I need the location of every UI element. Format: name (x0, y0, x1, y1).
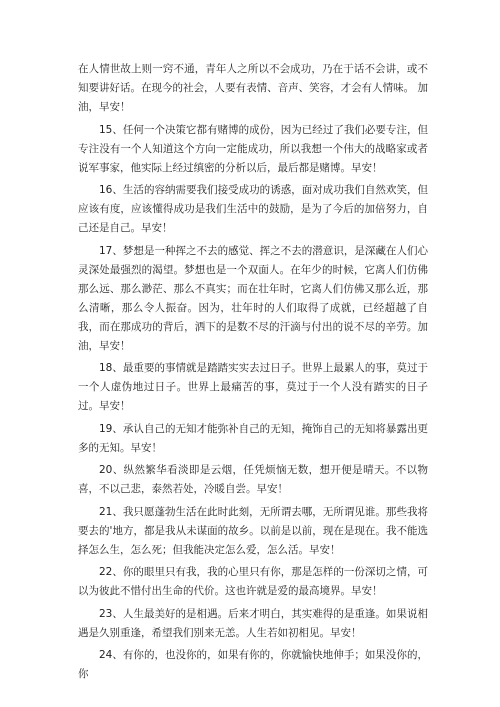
paragraph-23: 23、人生最美好的是相遇。后来才明白，其实难得的是重逢。如果说相遇是久别重逢，希望我们别来无恙。人生若如初相见。早安！ (78, 607, 428, 639)
paragraph-20: 20、纵然繁华看淡即是云烟，任凭烦恼无数，想开便是晴天。不以物喜，不以己悲，泰然若处，冷暖自尝。早安！ (78, 464, 428, 495)
paragraph-21: 21、我只愿蓬勃生活在此时此刻，无所谓去哪，无所谓见谁。那些我将要去的'地方，都是我从未谋面的故乡。以前是以前，现在是现在。我不能选择怎么生，怎么死；但我能决定怎么爱，怎么活。早安！ (78, 505, 428, 556)
paragraph-24: 24、有你的，也没你的，如果有你的，你就愉快地伸手；如果没你的，你 (78, 649, 428, 680)
document-body (78, 60, 428, 688)
paragraph-22: 22、你的眼里只有我，我的心里只有你，那是怎样的一份深切之情，可以为彼此不惜付出生命的代价。这也许就是爱的最高境界。早安！ (78, 566, 428, 597)
paragraph-intro: 在人情世故上则一窍不通，青年人之所以不会成功，乃在于话不会讲，或不知要讲好话。在现今的社会，人要有表情、音声、笑容，才会有人情味。 加油，早安！ (78, 63, 428, 113)
paragraph-18: 18、最重要的事情就是踏踏实实去过日子。世界上最累人的事，莫过于一个人虚伪地过日子。世界上最痛苦的事，莫过于一个人没有踏实的日子过。早安！ (78, 362, 428, 412)
paragraph-16: 16、生活的容纳需要我们接受成功的诱惑，面对成功我们自然欢笑，但应该有度，应该懂得成功是我们生活中的鼓励，是为了今后的加倍努力，自己还是自己。早安！ (78, 184, 428, 234)
paragraph-17: 17、梦想是一种挥之不去的感觉、挥之不去的潜意识，是深藏在人们心灵深处最强烈的渴望。梦想也是一个双面人。在年少的时候，它离人们仿佛那么远、那么渺茫、那么不真实；而在壮年时，它离人们仿佛又那么近，那么清晰，那么令人振奋。因为，壮年时的人们取得了成就，已经超越了自我，而在那成功的背后，洒下的是数不尽的汗滴与付出的说不尽的辛劳。加油，早安！ (78, 244, 428, 352)
paragraph-15: 15、任何一个决策它都有赌博的成份，因为已经过了我们必要专注，但专注没有一个人知道这个方向一定能成功，所以我想一个伟大的战略家或者说军事家，他实际上经过缜密的分析以后，最后都是赌博。早安！ (78, 123, 428, 174)
paragraph-19: 19、承认自己的无知才能弥补自己的无知，掩饰自己的无知将暴露出更多的无知。早安！ (78, 422, 428, 454)
